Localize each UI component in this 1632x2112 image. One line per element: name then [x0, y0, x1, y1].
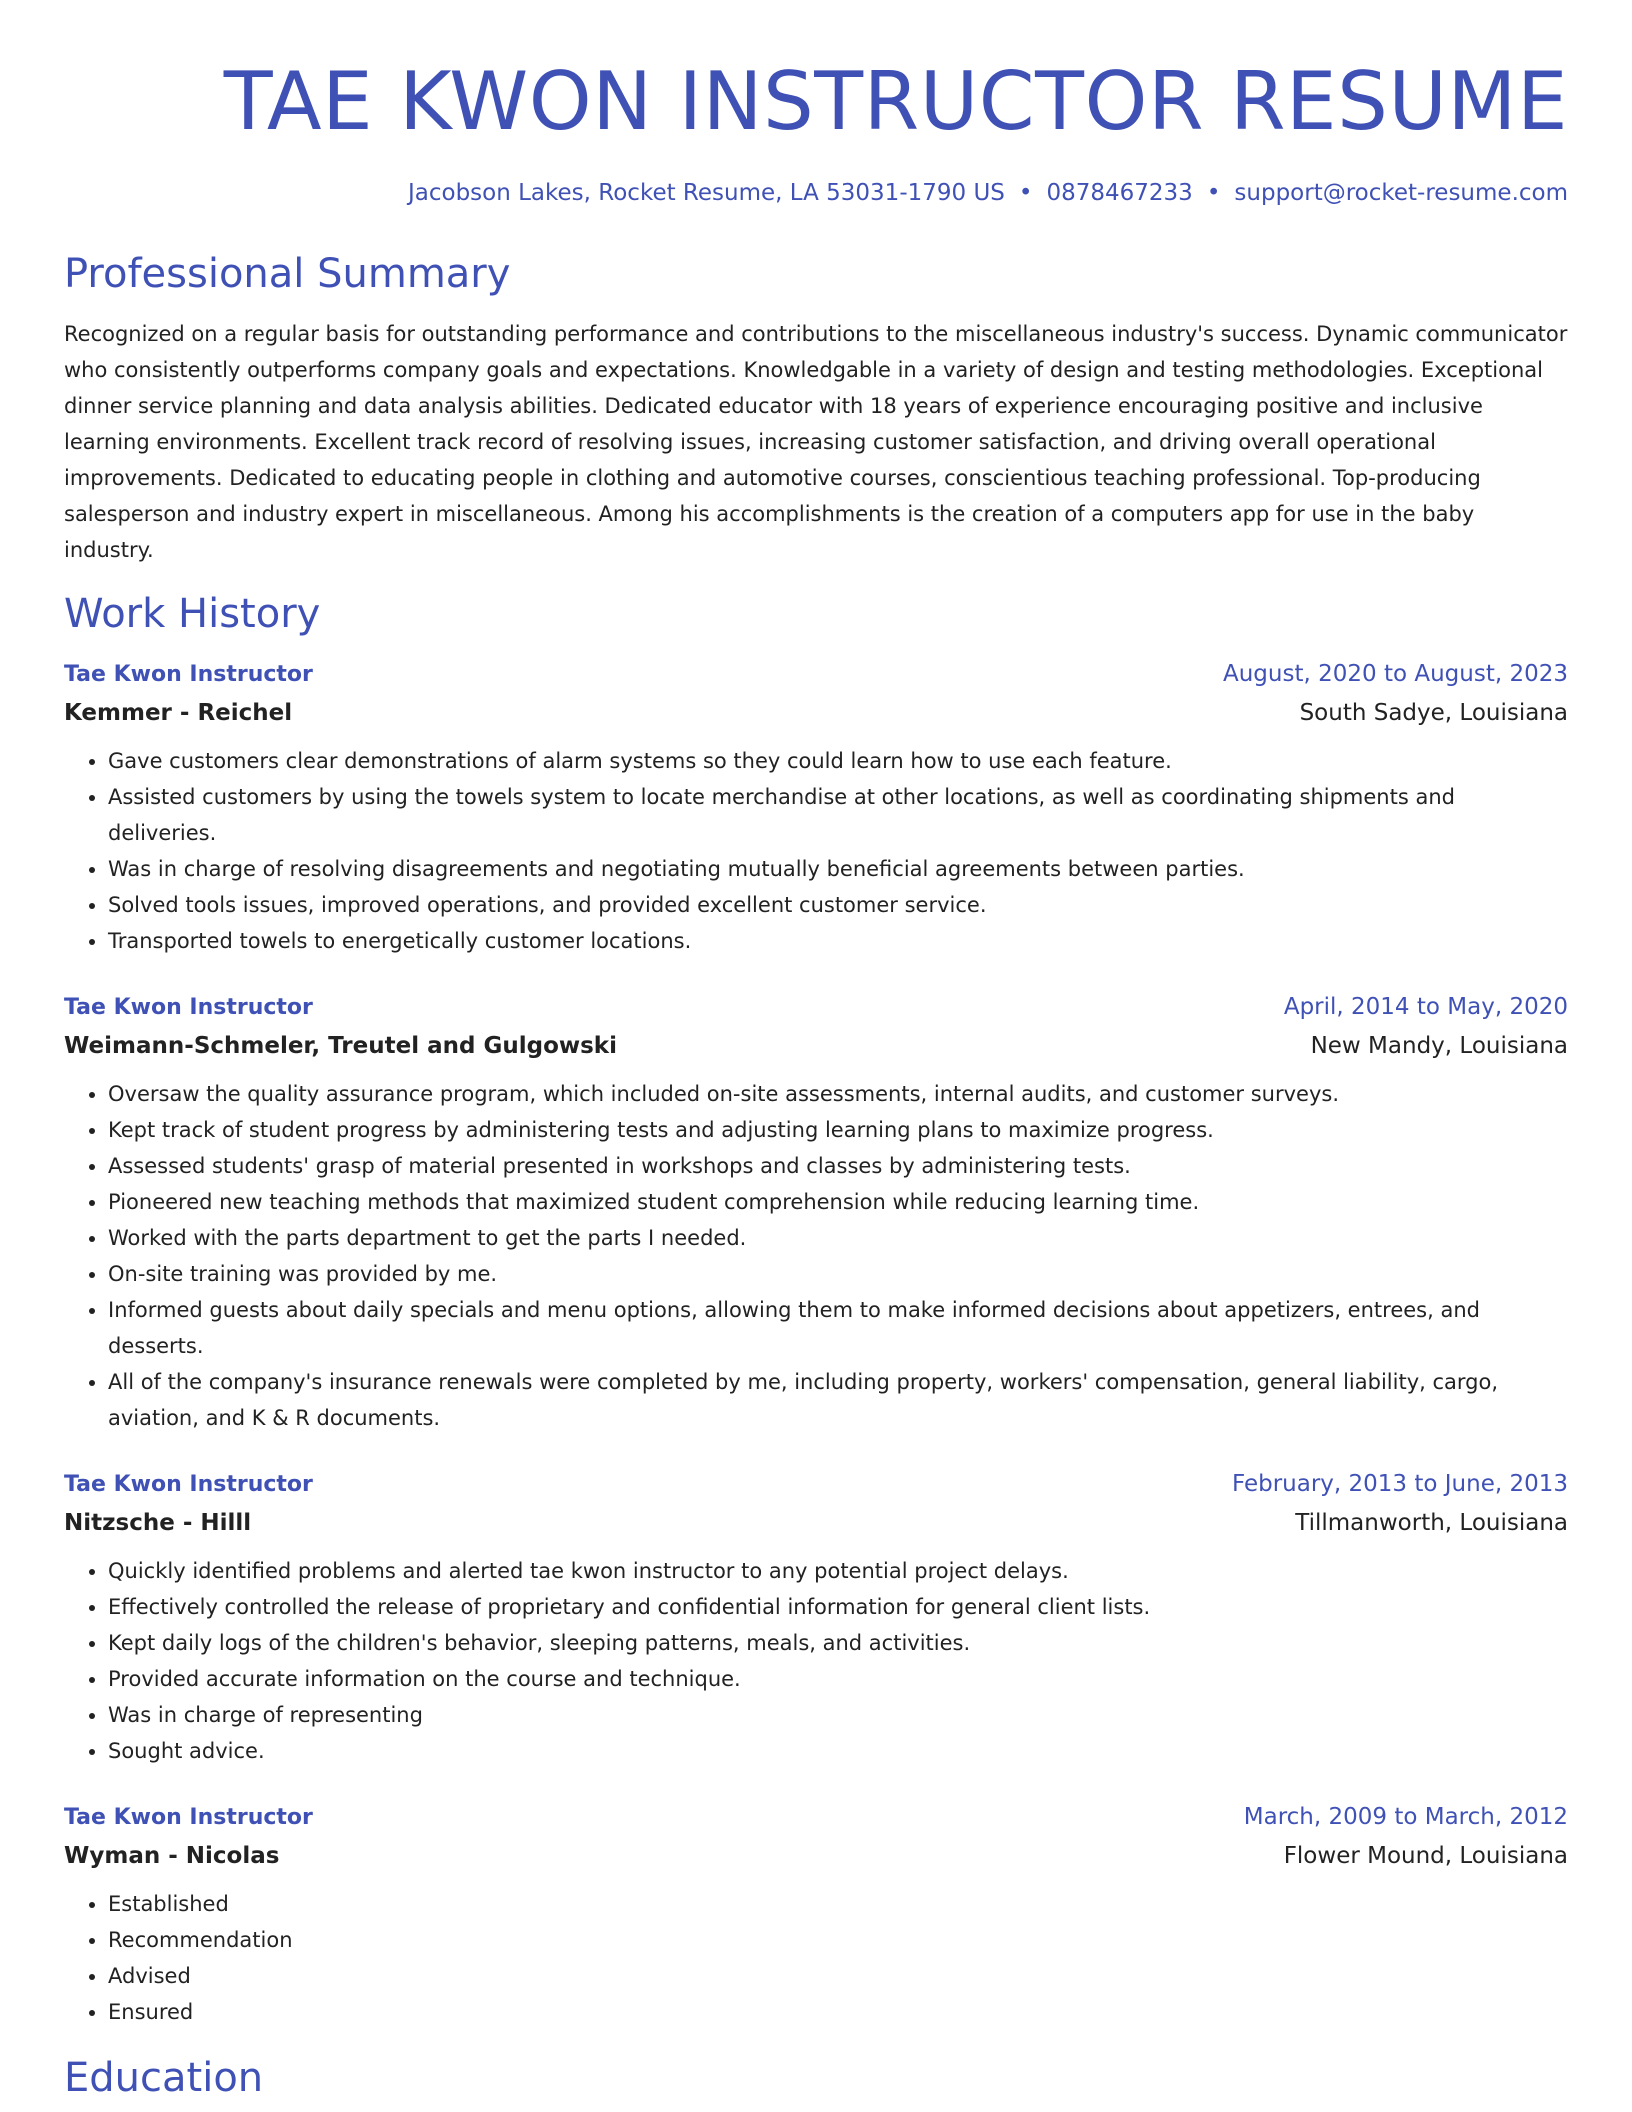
resume-title: TAE KWON INSTRUCTOR RESUME — [223, 55, 1568, 148]
job-bullet: • Ensured — [108, 1994, 1568, 2030]
job-company: Weimann-Schmeler, Treutel and Gulgowski — [64, 1033, 617, 1059]
job-location: Tillmanworth, Louisiana — [1295, 1510, 1568, 1536]
job-bullet-list — [64, 1553, 1568, 1769]
job-location: South Sadye, Louisiana — [1299, 700, 1568, 726]
contact-phone: 0878467233 — [1046, 180, 1193, 206]
job-bullet: • Informed guests about daily specials and menu options, allowing them to make informed decisions about appetizers, entrees, and desserts. — [108, 1292, 1568, 1364]
job-entry — [64, 1799, 1568, 2030]
job-bullet: • Sought advice. — [108, 1733, 1568, 1769]
contact-separator: • — [1018, 180, 1033, 206]
job-dates: March, 2009 to March, 2012 — [1243, 1804, 1568, 1830]
job-bullet: • Transported towels to energetically customer locations. — [108, 923, 1568, 959]
job-dates: August, 2020 to August, 2023 — [1223, 661, 1568, 687]
job-dates: April, 2014 to May, 2020 — [1283, 994, 1568, 1020]
contact-address: Jacobson Lakes, Rocket Resume, LA 53031-1790 US — [407, 180, 1005, 206]
job-bullet: • Effectively controlled the release of proprietary and confidential information for general client lists. — [108, 1589, 1568, 1625]
job-bullet: • Quickly identified problems and alerted tae kwon instructor to any potential project delays. — [108, 1553, 1568, 1589]
work-history-list — [64, 656, 1568, 2030]
job-bullet: • Recommendation — [108, 1922, 1568, 1958]
job-title-row — [64, 989, 1568, 1026]
job-title: Tae Kwon Instructor — [64, 662, 313, 687]
education-heading: Education — [64, 2055, 264, 2101]
job-bullet: • Was in charge of resolving disagreements and negotiating mutually beneficial agreements between parties. — [108, 851, 1568, 887]
job-bullet: • Assisted customers by using the towels system to locate merchandise at other locations, as well as coordinating shipments and deliveries. — [108, 779, 1568, 851]
job-bullet: • Was in charge of representing — [108, 1697, 1568, 1733]
job-bullet-list — [64, 1076, 1568, 1436]
job-bullet: • Kept daily logs of the children's behavior, sleeping patterns, meals, and activities. — [108, 1625, 1568, 1661]
job-title: Tae Kwon Instructor — [64, 1472, 313, 1497]
job-bullet: • Worked with the parts department to get the parts I needed. — [108, 1220, 1568, 1256]
job-bullet: • Solved tools issues, improved operations, and provided excellent customer service. — [108, 887, 1568, 923]
job-title-row — [64, 656, 1568, 693]
work-history-heading: Work History — [64, 591, 321, 637]
job-location: New Mandy, Louisiana — [1310, 1033, 1568, 1059]
job-title-row — [64, 1466, 1568, 1503]
contact-line — [64, 180, 1568, 206]
summary-text: Recognized on a regular basis for outstanding performance and contributions to the miscellaneous industry's success. Dynamic communicator who consistently outperforms company goals and expectations. Knowledgable in a variety of design and testing methodologies. Exceptional dinner service planning and data analysis abilities. Dedicated educator with 18 years of experience encouraging positive and inclusive learning environments. Excellent track record of resolving issues, increasing customer satisfaction, and driving overall operational improvements. Dedicated to educating people in clothing and automotive courses, conscientious teaching professional. Top-producing salesperson and industry expert in miscellaneous. Among his accomplishments is the creation of a computers app for use in the baby industry. — [64, 322, 1568, 562]
job-company-row — [64, 1026, 1568, 1066]
contact-email: support@rocket-resume.com — [1234, 180, 1568, 206]
job-title-row — [64, 1799, 1568, 1836]
job-bullet: • Advised — [108, 1958, 1568, 1994]
job-bullet: • Established — [108, 1886, 1568, 1922]
job-bullet: • Provided accurate information on the course and technique. — [108, 1661, 1568, 1697]
job-company: Nitzsche - Hilll — [64, 1510, 252, 1536]
job-company-row — [64, 1836, 1568, 1876]
job-dates: February, 2013 to June, 2013 — [1231, 1471, 1568, 1497]
job-bullet-list — [64, 1886, 1568, 2030]
job-title: Tae Kwon Instructor — [64, 1805, 313, 1830]
job-bullet: • Gave customers clear demonstrations of alarm systems so they could learn how to use each feature. — [108, 743, 1568, 779]
job-entry — [64, 656, 1568, 959]
job-location: Flower Mound, Louisiana — [1283, 1843, 1568, 1869]
job-bullet: • Assessed students' grasp of material presented in workshops and classes by administering tests. — [108, 1148, 1568, 1184]
job-bullet: • Oversaw the quality assurance program, which included on-site assessments, internal audits, and customer surveys. — [108, 1076, 1568, 1112]
job-bullet: • Pioneered new teaching methods that maximized student comprehension while reducing learning time. — [108, 1184, 1568, 1220]
job-company: Wyman - Nicolas — [64, 1843, 280, 1869]
job-company-row — [64, 693, 1568, 733]
job-company-row — [64, 1503, 1568, 1543]
resume-header — [64, 54, 1568, 206]
job-bullet: • On-site training was provided by me. — [108, 1256, 1568, 1292]
job-company: Kemmer - Reichel — [64, 700, 293, 726]
job-bullet-list — [64, 743, 1568, 959]
job-bullet: • All of the company's insurance renewals were completed by me, including property, workers' compensation, general liability, cargo, aviation, and K & R documents. — [108, 1364, 1568, 1436]
contact-separator: • — [1206, 180, 1221, 206]
summary-heading: Professional Summary — [64, 251, 511, 297]
job-entry — [64, 1466, 1568, 1769]
job-entry — [64, 989, 1568, 1436]
job-title: Tae Kwon Instructor — [64, 995, 313, 1020]
job-bullet: • Kept track of student progress by administering tests and adjusting learning plans to maximize progress. — [108, 1112, 1568, 1148]
